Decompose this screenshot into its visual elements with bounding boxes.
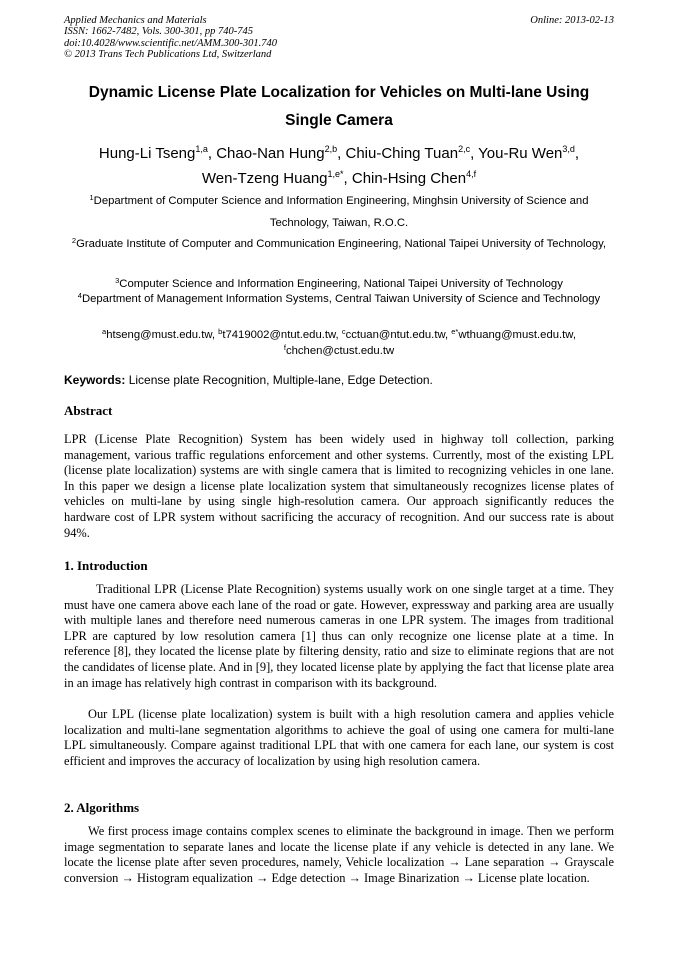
email-sup: a bbox=[102, 327, 107, 336]
doi-line: doi:10.4028/www.scientific.net/AMM.300-301.740 bbox=[64, 37, 277, 49]
author-list bbox=[40, 141, 638, 191]
affiliation-sup: 2 bbox=[71, 236, 77, 245]
author-name: You-Ru Wen bbox=[478, 145, 563, 162]
affiliation-3 bbox=[64, 277, 614, 292]
affiliations-3-4 bbox=[64, 277, 614, 307]
keywords-label: Keywords: bbox=[64, 373, 126, 387]
keywords bbox=[64, 372, 614, 388]
author-sup: 3,d bbox=[562, 144, 575, 154]
affiliation-sup: 4 bbox=[77, 291, 82, 300]
paper-title bbox=[40, 79, 638, 135]
affiliation-sup: 1 bbox=[89, 193, 94, 202]
author-sup: 4,f bbox=[466, 169, 477, 179]
author-line-1 bbox=[40, 141, 638, 166]
author-name: Chao-Nan Hung bbox=[216, 145, 325, 162]
abstract-heading: Abstract bbox=[64, 403, 113, 418]
introduction-heading: 1. Introduction bbox=[64, 558, 148, 573]
title-line-1: Dynamic License Plate Localization for Vehicles on Multi-lane Using bbox=[88, 84, 590, 101]
email-sup: b bbox=[218, 327, 223, 336]
email-sup: c bbox=[341, 327, 346, 336]
email-sup: f bbox=[283, 342, 286, 352]
copyright-line: © 2013 Trans Tech Publications Ltd, Switzerland bbox=[64, 49, 272, 61]
affiliation-text: Department of Computer Science and Information Engineering, Minghsin University of Science and Technology, Taiwan, R.O.C. bbox=[93, 195, 589, 229]
email-line-2 bbox=[64, 344, 614, 360]
keywords-text: License plate Recognition, Multiple-lane, Edge Detection. bbox=[125, 373, 433, 387]
online-date-text: Online: 2013-02-13 bbox=[530, 15, 614, 26]
email-address[interactable]: wthuang@must.edu.tw, bbox=[458, 329, 576, 341]
author-name: Wen-Tzeng Huang bbox=[201, 170, 328, 187]
email-address[interactable]: htseng@must.edu.tw, bbox=[106, 329, 219, 341]
issn-line: ISSN: 1662-7482, Vols. 300-301, pp 740-745 bbox=[64, 26, 253, 38]
author-name: Chin-Hsing Chen bbox=[351, 170, 467, 187]
introduction-paragraph-2: Our LPL (license plate localization) system is built with a high resolution camera and applies vehicle localization and multi-lane segmentation algorithms to achieve the goal of using one camera for multi-lane LPL simultaneously. Compare against traditional LPL that with one camera for each lane, our system is cost efficient and improves the accuracy of localization by using high resolution camera. bbox=[64, 707, 614, 768]
author-sep: , bbox=[343, 170, 352, 187]
affiliation-1 bbox=[64, 190, 614, 234]
author-sup: 2,c bbox=[458, 144, 471, 154]
author-sup: 1,a bbox=[195, 144, 208, 154]
author-sep: , bbox=[337, 145, 346, 162]
affiliation-text: Graduate Institute of Computer and Communication Engineering, National Taipei University of Technology, bbox=[76, 238, 607, 250]
title-line-2: Single Camera bbox=[285, 112, 393, 129]
author-sup: 2,b bbox=[324, 144, 338, 154]
affiliation-4 bbox=[64, 292, 614, 307]
email-address[interactable]: chchen@ctust.edu.tw bbox=[285, 344, 395, 357]
affiliation-sup: 3 bbox=[115, 276, 120, 285]
online-date bbox=[530, 15, 614, 26]
author-sep: , bbox=[207, 145, 217, 162]
algorithms-heading: 2. Algorithms bbox=[64, 800, 140, 815]
affiliation-text: Computer Science and Information Engineering, National Taipei University of Technology bbox=[119, 278, 563, 290]
email-line-1 bbox=[64, 328, 614, 344]
journal-header bbox=[64, 15, 277, 61]
introduction-paragraph-1: Traditional LPR (License Plate Recognition) systems usually work on one single target at a time. They must have one camera above each lane of the road or gate. However, expressway and parking area are usually with multiple lanes and therefore need numerous cameras in one LPR system. The images from traditional LPR are captured by low resolution camera [1] thus can only recognize one license plate at a time. In reference [8], they located the license plate by filtering density, ratio and size to eliminate regions that are not the candidates of license plate. And in [9], they located license plate by applying the fact that license plate area in an image has relatively high contrast in comparison with its background. bbox=[64, 582, 614, 690]
algorithms-paragraph-1: We first process image contains complex scenes to eliminate the background in image. Then we perform image segmentation to separate lanes and locate the license plate if any vehicle is detected in any lane. We locate the license plate after seven procedures, namely, Vehicle localization → Lane separation → Grayscale conversion → Histogram equalization → Edge detection → Image Binarization → License plate location. bbox=[64, 824, 614, 885]
author-sup: 1,e* bbox=[327, 169, 344, 179]
email-address[interactable]: cctuan@ntut.edu.tw, bbox=[345, 329, 452, 341]
journal-name: Applied Mechanics and Materials bbox=[64, 15, 207, 26]
email-address[interactable]: t7419002@ntut.edu.tw, bbox=[222, 329, 342, 341]
affiliation-2 bbox=[64, 233, 614, 255]
author-name: Hung-Li Tseng bbox=[98, 145, 196, 162]
author-line-2 bbox=[40, 166, 638, 191]
affiliation-text: Department of Management Information Systems, Central Taiwan University of Science and Technology bbox=[81, 293, 601, 305]
author-sep: , bbox=[574, 145, 580, 162]
abstract-text: LPR (License Plate Recognition) System has been widely used in highway toll collection, parking management, various traffic regulations enforcement and other systems. Currently, most of the existing LPL (license plate localization) systems are with single camera that is limited to recognizing vehicles in one lane. In this paper we design a license plate localization system that simultaneously recognizes license plates of vehicles on multi-lane by using single high-resolution camera. Our approach significantly reduces the hardware cost of LPR system without sacrificing the accuracy of recognition. And our success rate is about 94%. bbox=[64, 432, 614, 540]
email-sup: e* bbox=[451, 327, 459, 336]
author-name: Chiu-Ching Tuan bbox=[345, 145, 459, 162]
email-list bbox=[64, 328, 614, 359]
author-sep: , bbox=[470, 145, 479, 162]
